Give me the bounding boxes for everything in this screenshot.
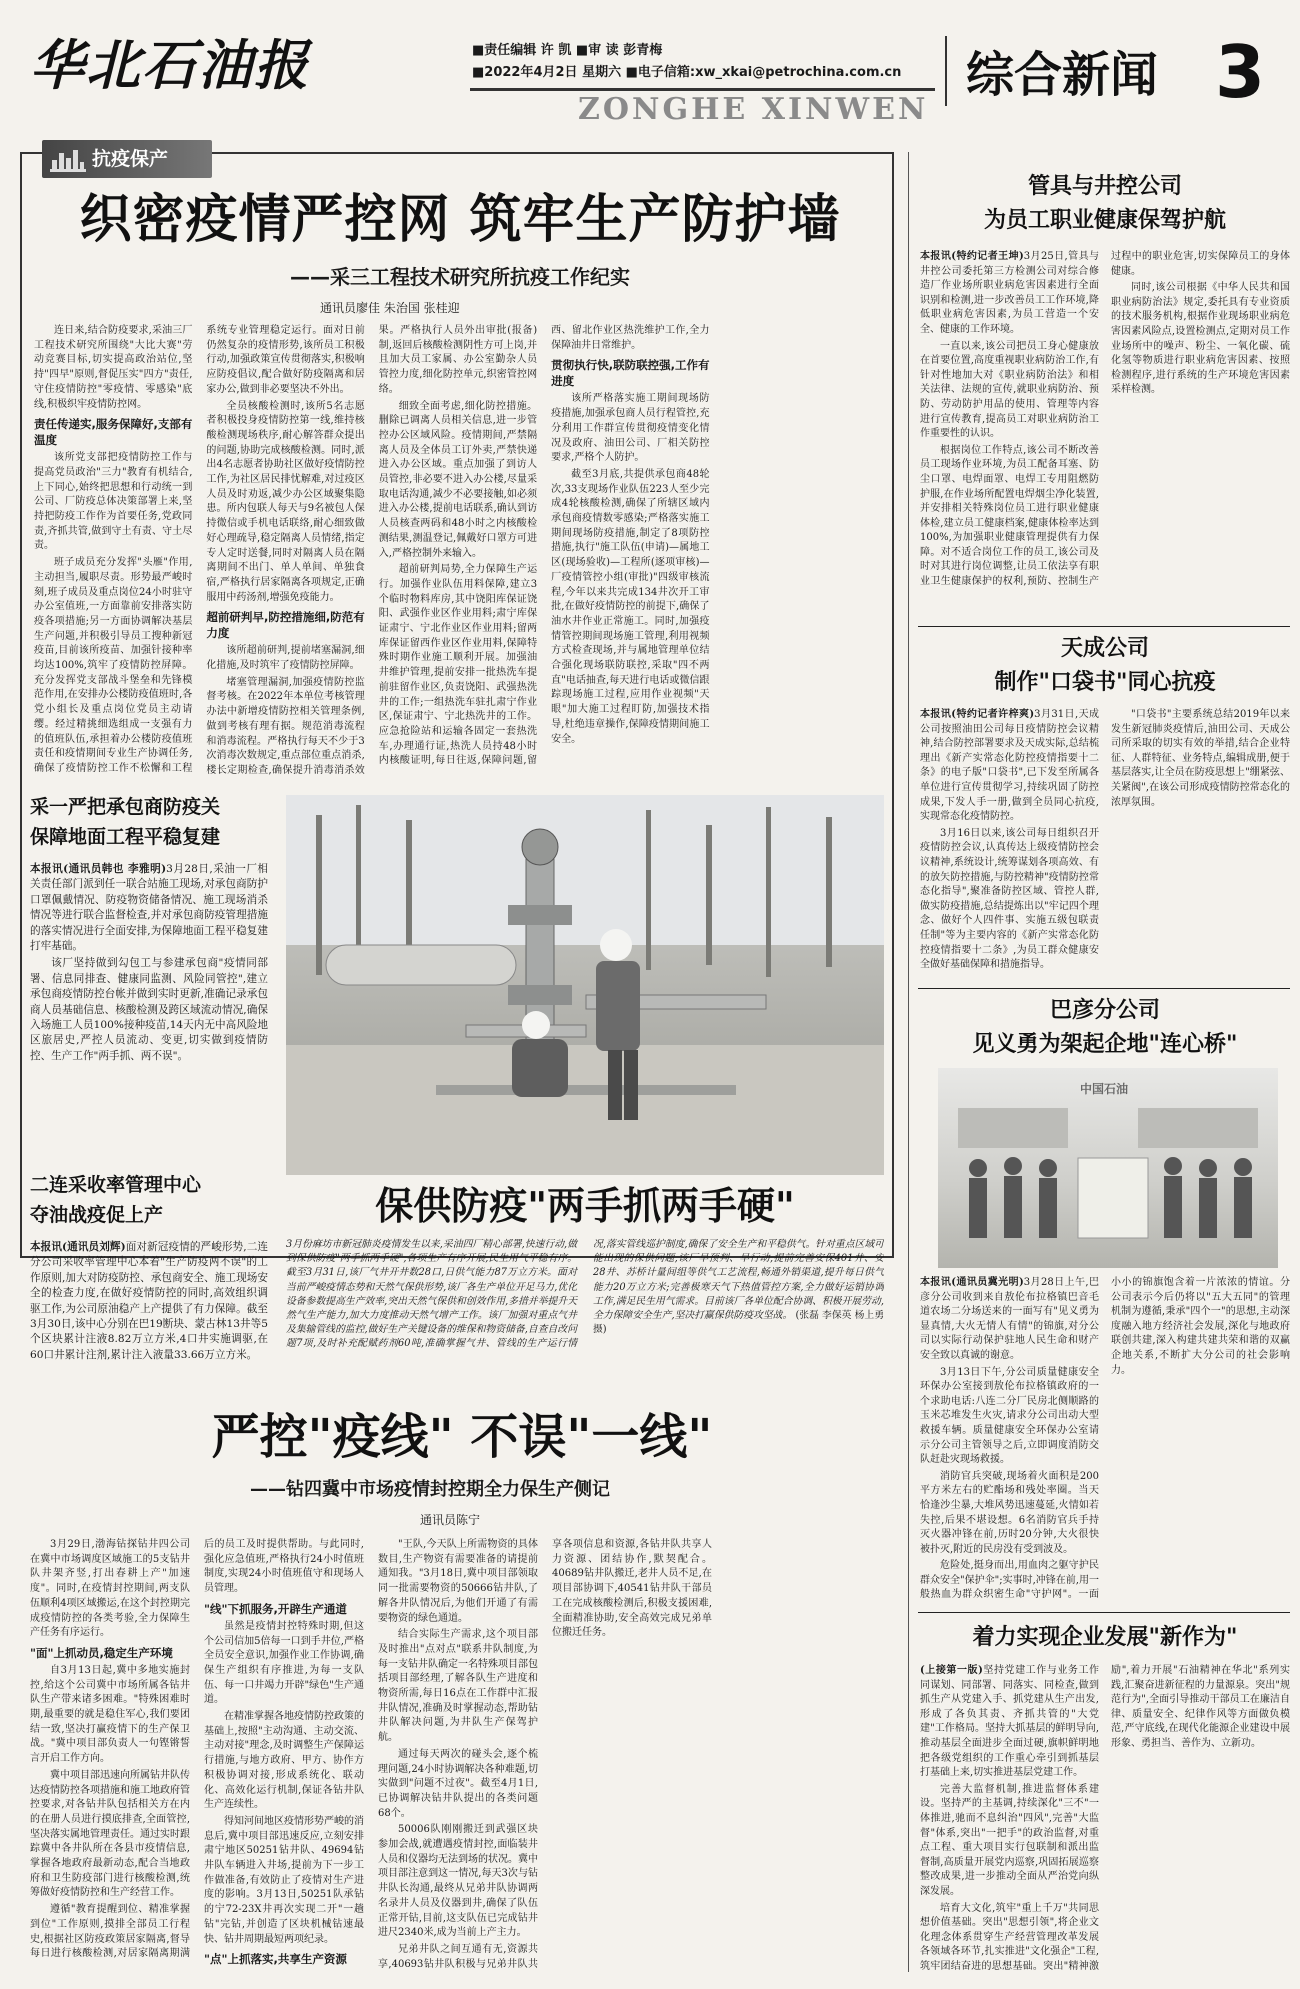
right-column-divider — [908, 152, 909, 1972]
masthead — [0, 0, 1300, 128]
section-title: 综合新闻 — [966, 47, 1159, 103]
paragraph: 3月28日上午,巴彦分公司收到来自敖伦布拉格镇巴音毛道农场二分场送来的一面写有"见义勇为显真情,大火无情人有情"的锦旗,对分公司以实际行动保护驻地人民生命和财产安全致以真诚的谢意。 — [920, 1277, 1100, 1361]
section-pinyin: ZONGHE XINWEN — [578, 92, 929, 127]
paragraph: 该厂坚持做到勾包工与参建承包商"疫情同部署、信息同排查、健康同监测、风险同管控",建立承包商疫情防控台帐并做到实时更新,准确记录承包商人员基础信息、核酸检测及跨区域流动情况,确保入场施工人员100%接种疫苗,14天内无中高风险地区旅居史,严控人员流动、变更,切实做到疫情防控、生产工作"两手抓、两不误"。 — [30, 957, 268, 1062]
paragraph: 超前研判局势,全力保障生产运行。加强作业队伍用料保障,建立3个临时物料库房,其中饶阳库保证饶阳、武强作业区作业用料;肃宁库保证肃宁、宁北作业区作业用料;留两库保证留西作业区作业用料,保障特殊时期作业施工顺利开展。加强油井维护管理,提前安排一批热洗车提前驻留作业区,负责饶阳、武强热洗井的工作;一组热洗车驻扎肃宁作业区,保证肃宁、宁北热洗井的工作。应急抢险站和运输各固定一套热洗车,办理通行证,热洗人员持48小时内核酸证明,每日往返,保障问题,留西、留北作业区热洗维护工作,全力保障油井日常维护。 — [378, 325, 710, 767]
photo-sign-text: 中国石油 — [1079, 1082, 1128, 1096]
paragraph: 该所超前研判,提前堵塞漏洞,细化措施,及时筑牢了疫情防控屏障。 — [206, 645, 365, 672]
paragraph: 该所严格落实施工期间现场防疫措施,加强承包商人员行程管控,充分利用工作群宣传贯彻疫情变化情况及政府、油田公司、厂相关防控要求,严格个人防护。 — [551, 393, 710, 464]
paragraph: 遵循"教育提醒到位、精准掌握到位"工作原则,摸排全部员工行程史,根据社区防疫政策居家隔离,督导每日进行核酸检测,对居家隔离期满后的员工及时提供帮助。与此同时,强化应急值班,严格执行24小时值班制度,实现24小时值班值守和现场人员管理。 — [30, 1539, 364, 1960]
right-article3-body — [920, 1276, 1290, 1606]
paragraph: 根据岗位工作特点,该公司不断改善员工现场作业环境,为员工配备耳塞、防尘口罩、电焊面罩、电焊工专用阻燃防护服,在作业场所配置电焊烟尘净化装置,并安排相关特殊岗位员工进行职业健康体检,建立员工健康档案,健康体检率达到100%,为加强职业健康管理提供有力保障。对不适合岗位工作的员工,该公司及时对其进行岗位调整,让员工依法享有职业卫生健康保护的权利,预防、控制生产过程中的职业危害,切实保障员工的身体健康。 — [920, 251, 1290, 588]
main-headline: 织密疫情严控网 筑牢生产防护墙 — [79, 190, 841, 250]
paragraph: 截至3月底,共提供承包商48轮次,33支现场作业队伍223人至少完成4轮核酸检测,确保了所辖区域内承包商疫情数零感染;严格落实施工期间现场防疫措施,制定了8项防控措施,执行"施工队伍(申请)—属地工区(现场验收)—工程所(逐项审核)—厂疫情管控小组(审批)"四级审核流程,今年以来共完成134井次开工审批,在做好疫情防控的前提下,确保了油水井作业正常施工。同时,加强疫情管控期间现场施工管理,利用视频方式检查现场,并与属地管理单位结合强化现场联防联控,采取"四不两直"电话抽查,每天进行电话或微信跟踪现场施工过程,应用作业视频"天眼"加大施工过程盯防,加强技术指导,杜绝违章操作,保障疫情期间施工安全。 — [551, 468, 710, 745]
paragraph: 冀中项目部迅速向所属钻井队传达疫情防控各项措施和施工地政府管控要求,对各钻井队包括相关方在内的在册人员进行摸底排查,全面管控,坚决落实属地管理责任。通过实时跟踪冀中各井队所在各县市疫情信息,掌握各地政府最新动态,配合当地政府和卫生防疫部门进行核酸检测,统筹做好疫情防控和生产经营工作。 — [30, 1769, 190, 1899]
lead-credit: 本报讯(特约记者王坤) — [920, 251, 1024, 262]
right-article2-body — [920, 708, 1290, 980]
paragraph: 3月31日,天成公司按照油田公司每日疫情防控会议精神,结合防控部署要求及天成实际,总结梳理出《新产实常态化防控疫情指要十二条》的电子版"口袋书",已下发至所属各单位进行宣传贯彻学习,持续巩固了防控成果,下发人手一册,做到全员同心抗疫,实现常态化疫情防控。 — [920, 709, 1100, 823]
paragraph: 连日来,结合防疫要求,采油三厂工程技术研究所围绕"大比大赛"劳动竞赛目标,切实提高政治站位,坚持"四早"原则,督促压实"四方"责任,守住疫情防控"零疫情、零感染"底线,积极织牢疫情防控网。 — [34, 325, 193, 410]
paragraph: 培育大文化,筑牢"重上千万"共同思想价值基础。突出"思想引领",将企业文化理念体系贯穿生产经营管理改革发展各领域各环节,扎实推进"文化强企"工程,筑牢团结奋进的思想基础。突出"精神激励",着力开展"石油精神在华北"系列实践,汇聚奋进新征程的力量源泉。突出"规范行为",全面引导推动干部员工在廉洁自律、质量安全、纪律作风等方面做负模范,严守底线,在现代化能源企业建设中展形象、勇担当、善作为、立新功。 — [920, 1665, 1290, 1972]
title-line: 见义勇为架起企地"连心桥" — [972, 1032, 1238, 1057]
photo-banner-presentation — [938, 1068, 1278, 1268]
editor-line: ■责任编辑 许 凯 ■审 读 彭青梅 — [472, 43, 663, 58]
lead-credit: 本报讯(特约记者许梓爽) — [920, 709, 1035, 720]
photo-caption — [286, 1238, 884, 1370]
title-line: 天成公司 — [1060, 636, 1149, 661]
main-article-body — [34, 324, 882, 782]
section-heading: "点"上抓落实,共享生产资源 — [204, 1952, 347, 1967]
section-heading: 超前研判早,防控措施细,防范有力度 — [206, 610, 365, 641]
paragraph: 全员核酸检测时,该所5名志愿者积极投身疫情防控第一线,维持核酸检测现场秩序,耐心解答群众提出的问题,协助完成核酸检测。同时,派出4名志愿者协助社区做好疫情防控工作,为社区居民排忧解难,对过疫区人员及时劝返,减少办公区域聚集隐患。所内包联人每天与9名被包人保持微信或手机电话联络,耐心细致做好心理疏导,稳定隔离人员情绪,指定专人定时送餐,同时对隔离人员在隔离期间不出门、单人单间、单独食宿,严格执行居家隔离各项规定,正确服用中药汤剂,增强免疫能力。 — [206, 400, 365, 603]
divider — [918, 988, 1290, 989]
bottom-byline: 通讯员陈宁 — [420, 1513, 481, 1527]
title-line: 二连采收率管理中心 — [30, 1174, 202, 1196]
divider — [918, 1612, 1290, 1613]
paragraph: 结合实际生产需求,这个项目部及时推出"点对点"联系井队制度,为每一支钻井队确定一名特殊项目部包括项目部经理,了解各队生产进度和物资所需,每日16点在工作群中汇报井队情况,准确及时掌握动态,帮助钻井队解决问题,为井队生产保驾护航。 — [378, 1629, 538, 1744]
paragraph: 3月25日,管具与井控公司委托第三方检测公司对综合修造厂作业场所职业病危害因素进行全面识别和检测,进一步改善员工工作环境,降低职业病危害因素,为员工营造一个安全、健康的工作环境。 — [920, 251, 1100, 335]
photo-credit: (张磊 李保英 杨上勇 摄) — [593, 1310, 884, 1336]
right-article1-body — [920, 250, 1290, 618]
paragraph: "口袋书"主要系统总结2019年以来发生新冠肺炎疫情后,油田公司、天成公司所采取的切实有效的举措,结合企业特征、人群特征、业务特点,编辑成册,便于基层落实,让全员在防疫思想上"绷紧弦、关紧阀",在该公司形成疫情防控常态化的浓厚氛围。 — [1111, 709, 1290, 808]
wellhead-illustration — [286, 795, 884, 1175]
right-article2-title — [920, 632, 1290, 702]
title-line: 管具与井控公司 — [1027, 174, 1182, 199]
bottom-subtitle: ——钻四冀中市场疫情封控期全力保生产侧记 — [250, 1479, 610, 1500]
paragraph: 兄弟井队之间互通有无,资源共享,40693钻井队积极与兄弟井队共享各项信息和资源,各钻井队共享人力资源、团结协作,默契配合。40689钻井队搬迁,老井人员不足,在项目部协调下,40541钻井队干部员工在完成核酸检测后,积极支援困难,全面精准协助,安全高效完成兄弟单位搬迁任务。 — [378, 1539, 712, 1970]
main-subtitle: ——采三工程技术研究所抗疫工作纪实 — [290, 265, 630, 289]
left-article1-body — [30, 862, 268, 1162]
paragraph: 坚持党建工作与业务工作同谋划、同部署、同落实、同检查,做到抓生产从党建入手、抓党建从生产出发,形成了各负其责、齐抓共管的"大党建"工作格局。坚持大抓基层的鲜明导向,推动基层全面进步全面过硬,旗帜鲜明地把各级党组织的工作重心牵引到抓基层打基础上来,切实推进基层党建工作。 — [920, 1665, 1099, 1779]
right-article4-body — [920, 1664, 1290, 1976]
title-line: 采一严把承包商防疫关 — [30, 796, 221, 818]
paragraph: 3月16日以来,该公司每日组织召开疫情防控会议,认真传达上级疫情防控会议精神,系统设计,统筹谋划各项高效、有的放矢防控措施,与防控精神"疫情防控常态化指导",聚准备防控区域、管控人群,做实防疫措施,总结提炼出以"牢记四个理念、做好个人四件事、实施五级包联责任制"等为主要内容的《新产实常态化防控疫情指要十二条》,为员工群众健康安全做好基础保障和措施指导。 — [920, 827, 1099, 971]
newspaper-logo: 华北石油报 — [30, 33, 310, 97]
paragraph: 得知河间地区疫情形势严峻的消息后,冀中项目部迅速反应,立刻安排肃宁地区50251钻井队、49694钻井队车辆进入井场,提前为下一步工作做准备,有效防止了疫情对生产进度的影响。3月13日,50251队承钻的宁72-23X井再次实现二开"一趟钻"完钻,并创造了区块机械钻速最快、钻井周期最短两项纪录。 — [204, 1815, 364, 1945]
tag-label: 抗疫保产 — [92, 148, 169, 170]
section-heading: "线"下抓服务,开辟生产通道 — [204, 1601, 347, 1616]
tag-banner — [42, 140, 212, 178]
paragraph: "王队,今天队上所需物资的具体数目,生产物资有需要准备的请提前通知我。"3月18日,冀中项目部领取同一批需要物资的50666钻井队,了解各井队情况后,为他们开通了有需要物资的绿色通道。 — [378, 1539, 538, 1624]
paragraph: 该所党支部把疫情防控工作与提高党员政治"三力"教育有机结合,上下同心,始终把思想和行动统一到公司、厂防疫总体决策部署上来,坚持把防疫工作作为首要任务,党政同责,齐抓共管,做到守土有责、守土尽责。 — [34, 452, 193, 552]
lead-credit: 本报讯(通讯员韩也 李雅明) — [30, 863, 167, 875]
paragraph: 同时,该公司根据《中华人民共和国职业病防治法》规定,委托具有专业资质的技术服务机构,根据作业现场职业病危害因素风险点,设置检测点,定期对员工作业场所中的噪声、粉尘、一氧化碳、硫化氢等物质进行职业病危害因素、按照检测程序,进行系统的生产环境危害因素采样检测。 — [1111, 282, 1290, 396]
section-heading: 责任传递实,服务保障好,支部有温度 — [34, 417, 193, 448]
date-line: ■2022年4月2日 星期六 ■电子信箱:xw_xkai@petrochina.com.cn — [472, 65, 902, 80]
photo-feature-title: 保供防疫"两手抓两手硬" — [375, 1184, 795, 1228]
bottom-article-body — [30, 1538, 886, 1976]
paragraph: 面对新冠疫情的严峻形势,二连分公司采收率管理中心本着"生产防疫两不误"的工作原则,加大对防疫防控、承包商安全、施工现场安全的检查力度,在做好疫情防控的同时,高效组织调驱工作,为公司原油稳产上产提供了有力保障。截至3月30日,该中心分别在巴19断块、蒙古林13井等5个区块累计注液8.82万立方米,4口井实施调驱,在60口井累计注剂,累计注入液量33.66万立方米。 — [30, 1241, 268, 1361]
main-byline: 通讯员廖佳 朱治国 张桂迎 — [320, 301, 460, 315]
left-article1-title — [30, 792, 280, 856]
paragraph: 3月29日,渤海钻探钻井四公司在冀中市场调度区域施工的5支钻井队井架齐竖,打出春耕上产"加速度"。同时,在疫情封控期间,两支队伍顺利4项区域搬运,在这个封控期完成疫情防控的各类考验,全力保障生产任务有序运行。 — [30, 1539, 190, 1639]
photo-oil-workers — [286, 795, 884, 1175]
paragraph: 3月28日,采油一厂相关责任部门派到任一联合站施工现场,对承包商防护口罩佩戴情况、防疫物资储备情况、施工现场消杀情况等进行联合监督检查,并对承包商防疫管理措施的落实情况进行全面安排,为保障地面工程平稳复建打牢基础。 — [30, 863, 268, 953]
paragraph: 自3月13日起,冀中多地实施封控,给这个公司冀中市场所属各钻井队生产带来诸多困难。"特殊困难时期,最重要的就是稳住军心,我们要团结一致,坚决打赢疫情下的生产保卫战。"冀中项目部负责人一句铿锵誓言开启工作方向。 — [30, 1664, 190, 1765]
paragraph: 一直以来,该公司把员工身心健康放在首要位置,高度重视职业病防治工作,有针对性地加大对《职业病防治法》和相关法律、法规的宣传,就职业病防治、预防、劳动防护用品的使用、管理等内容进行宣传教育,提高员工对职业病防治工作重要性的认识。 — [920, 340, 1099, 440]
title-line: 保障地面工程平稳复建 — [30, 826, 221, 848]
paragraph: 班子成员充分发挥"头雁"作用,主动担当,履职尽责。形势最严峻时刻,班子成员及重点岗位24小时驻守办公室值班,一方面靠前安排落实防疫各项措施;另一方面协调解决基层生产问题,并积极引导员工搜种新冠疫苗,目前该所疫苗、加强针接种率均达100%,筑牢了疫情防控屏障。充分发挥党支部战斗堡垒和先锋模范作用,在安排办公楼防疫值班时,各党小组长及重点岗位党员主动请缨。经过精挑细选组成一支强有力的值班队伍,承担着办公楼防疫值班责任和疫情期间专业生产协调任务,确保了疫情防控工作不松懈和工程系统专业管理稳定运行。面对日前仍然复杂的疫情形势,该所员工积极行动,加强政策宣传贯彻落实,积极响应防疫倡议,配合做好防疫隔离和居家办公,做到非必要坚决不外出。 — [34, 325, 365, 774]
right-article1-title — [920, 170, 1290, 240]
divider — [918, 626, 1290, 627]
header-divider — [470, 88, 935, 91]
paragraph: 在精准掌握各地疫情防控政策的基础上,按照"主动沟通、主动交流、主动对接"理念,及时调整生产保障运行措施,与地方政府、甲方、协作方积极协调对接,形成系统化、联动化、高效化运行机制,保证各钻井队生产连续性。 — [204, 1711, 364, 1811]
paragraph: 细致全面考虑,细化防控措施。删除已调离人员相关信息,进一步管控办公区域风险。疫情期间,严禁隔离人员及全体员工订外卖,严禁快递进入办公区域。重点加强了到访人员管控,非必要不进入办公楼,尽量采取电话沟通,减少不必要接触,如必须进入办公楼,提前电话联系,确认到访人员核查两码和48小时之内核酸检测结果,测温登记,佩戴好口罩方可进入,严格控制外来输入。 — [378, 400, 538, 559]
right-article4-title: 着力实现企业发展"新作为" — [972, 1625, 1238, 1650]
header-vertical-rule — [945, 36, 947, 106]
paragraph: 3月13日下午,分公司质量健康安全环保办公室接到敖伦布拉格镇政府的一个求助电话:八连二分厂民房北侧顺路的玉米芯堆发生火灾,请求分公司出动大型救援车辆。质量健康安全环保办公室请示分公司主管领导之后,立即调度消防交队赶赴灾现场救援。 — [920, 1366, 1099, 1466]
section-heading: 贯彻执行快,联防联控强,工作有进度 — [551, 358, 710, 389]
page-number: 3 — [1214, 30, 1266, 114]
paragraph: 虽然是疫情封控特殊时期,但这个公司信加5倍每一口到手井位,严格全员安全意识,加强作业工作协调,确保生产组织有序推进,为每一支队伍、每一口井竭力开辟"绿色"生产通道。 — [204, 1620, 364, 1706]
city-skyline-icon — [50, 148, 86, 172]
title-line: 夺油战疫促上产 — [30, 1204, 164, 1226]
lead-credit: (上接第一版) — [920, 1665, 983, 1676]
paragraph: 50006队刚刚搬迁到武强区块参加会战,就遭遇疫情封控,面临装井人员和仪器均无法到场的状况。冀中项目部注意到这一情况,每天3次与钻井队长沟通,最终从兄弟井队协调两名录井人员及仪器到井,确保了队伍正常开钻,目前,这支队伍已完成钻井进尺2340米,成为当前上产主力。 — [378, 1824, 538, 1939]
section-heading: "面"上抓动员,稳定生产环境 — [30, 1645, 173, 1660]
lead-credit: 本报讯(通讯员冀光明) — [920, 1277, 1024, 1288]
left-article2-title — [30, 1170, 280, 1234]
paragraph: 通过每天两次的碰头会,逐个梳理问题,24小时协调解决各种难题,切实做到"问题不过夜"。截至4月1日,已协调解决钻井队提出的各类问题68个。 — [378, 1748, 538, 1819]
title-line: 为员工职业健康保驾护航 — [983, 208, 1226, 233]
right-article3-title — [920, 994, 1290, 1064]
paragraph: 危险处,挺身而出,用血肉之躯守护民群众安全"保护伞";实事时,冲锋在前,用一般热血为群众织密生命"守护网"。一面小小的锦旗饱含着一片浓浓的情谊。分公司表示今后仍将以"五大五同"的管理机制为遵循,秉承"四个一"的思想,主动深度融入地方经济社会发展,深化与地政府联创共建,深入构建共建共荣和谐的双赢企地关系,不断扩大分公司的社会影响力。 — [920, 1277, 1290, 1601]
paragraph: 堵塞管理漏洞,加强疫情防控监督考核。在2022年本单位考核管理办法中新增疫情防控相关管理条例,做到考核有理有据。规范消毒流程和消毒流程。严格执行每天不少于3次消毒次数规定,重点部位重点消杀,楼长定期检查,确保提升消毒消杀效果。严格执行人员外出审批(报备)制,返回后核酸检测阴性方可上岗,并且加大员工家属、办公室勤杂人员管控力度,细化防控单元,织密管控网络。 — [206, 325, 538, 776]
caption-text: 3月份麻坊市新冠肺炎疫情发生以来,采油四厂精心部署,快速行动,做到保供防疫"两手抓两手硬",各项生产有序开展,民生用气平稳有序。截至3月31日,该厂气井开井数28口,日供气能力87万立方米。面对当前严峻疫情态势和天然气保供形势,该厂各生产单位开足马力,优化设备参数提高生产效率,突出天然气保供和创效作用,多措并举提升天然气生产能力,加大力度推动天然气增产工作。该厂加强对重点气井及集输管线的监控,做好生产关键设备的维保和物资储备,自查自改问题7项,及时补充配赋药剂60吨,准确掌握气井、管线的生产运行情况,落实管线巡护制度,确保了安全生产和平稳供气。针对重点区域可能出现的保供问题,该厂早预判、早行动,提前完善安保401井、安28井、苏桥计量间组等供气工艺流程,畅通外销渠道,提升每日供气能力20万立方米;完善极寒天气下热值管控方案,全力做好运销协调工作,满足民生用气需求。目前该厂各单位配合协调、积极开展劳动,全力保障安全生产,坚决打赢保供防疫攻坚战。 — [286, 1239, 884, 1350]
left-article2-body — [30, 1240, 268, 1376]
title-line: 巴彦分公司 — [1049, 998, 1160, 1023]
lead-credit: 本报讯(通讯员刘辉) — [30, 1241, 126, 1253]
title-line: 制作"口袋书"同心抗疫 — [994, 670, 1216, 695]
paragraph: 完善大监督机制,推进监督体系建设。坚持严的主基调,持续深化"三不"一体推进,驰而不息纠治"四风",完善"大监督"体系,突出"一把手"的政治监督,对重点工程、重大项目实行包联制和派出监督制,高质量开展党内巡察,巩固拓展巡察整改成果,进一步推动全面从严治党向纵深发展。 — [920, 1783, 1099, 1897]
paragraph: 消防官兵突破,现场着火面积是200平方米左右的贮酯场和残处率圈。当天恰逢沙尘暴,大堆风势迅速蔓延,火情如若失控,后果不堪设想。6名消防官兵手持灭火器冲锋在前,历时20分钟,大火很快被扑灭,附近的民房没有受到波及。 — [920, 1470, 1099, 1555]
bottom-headline: 严控"疫线" 不误"一线" — [211, 1409, 713, 1465]
